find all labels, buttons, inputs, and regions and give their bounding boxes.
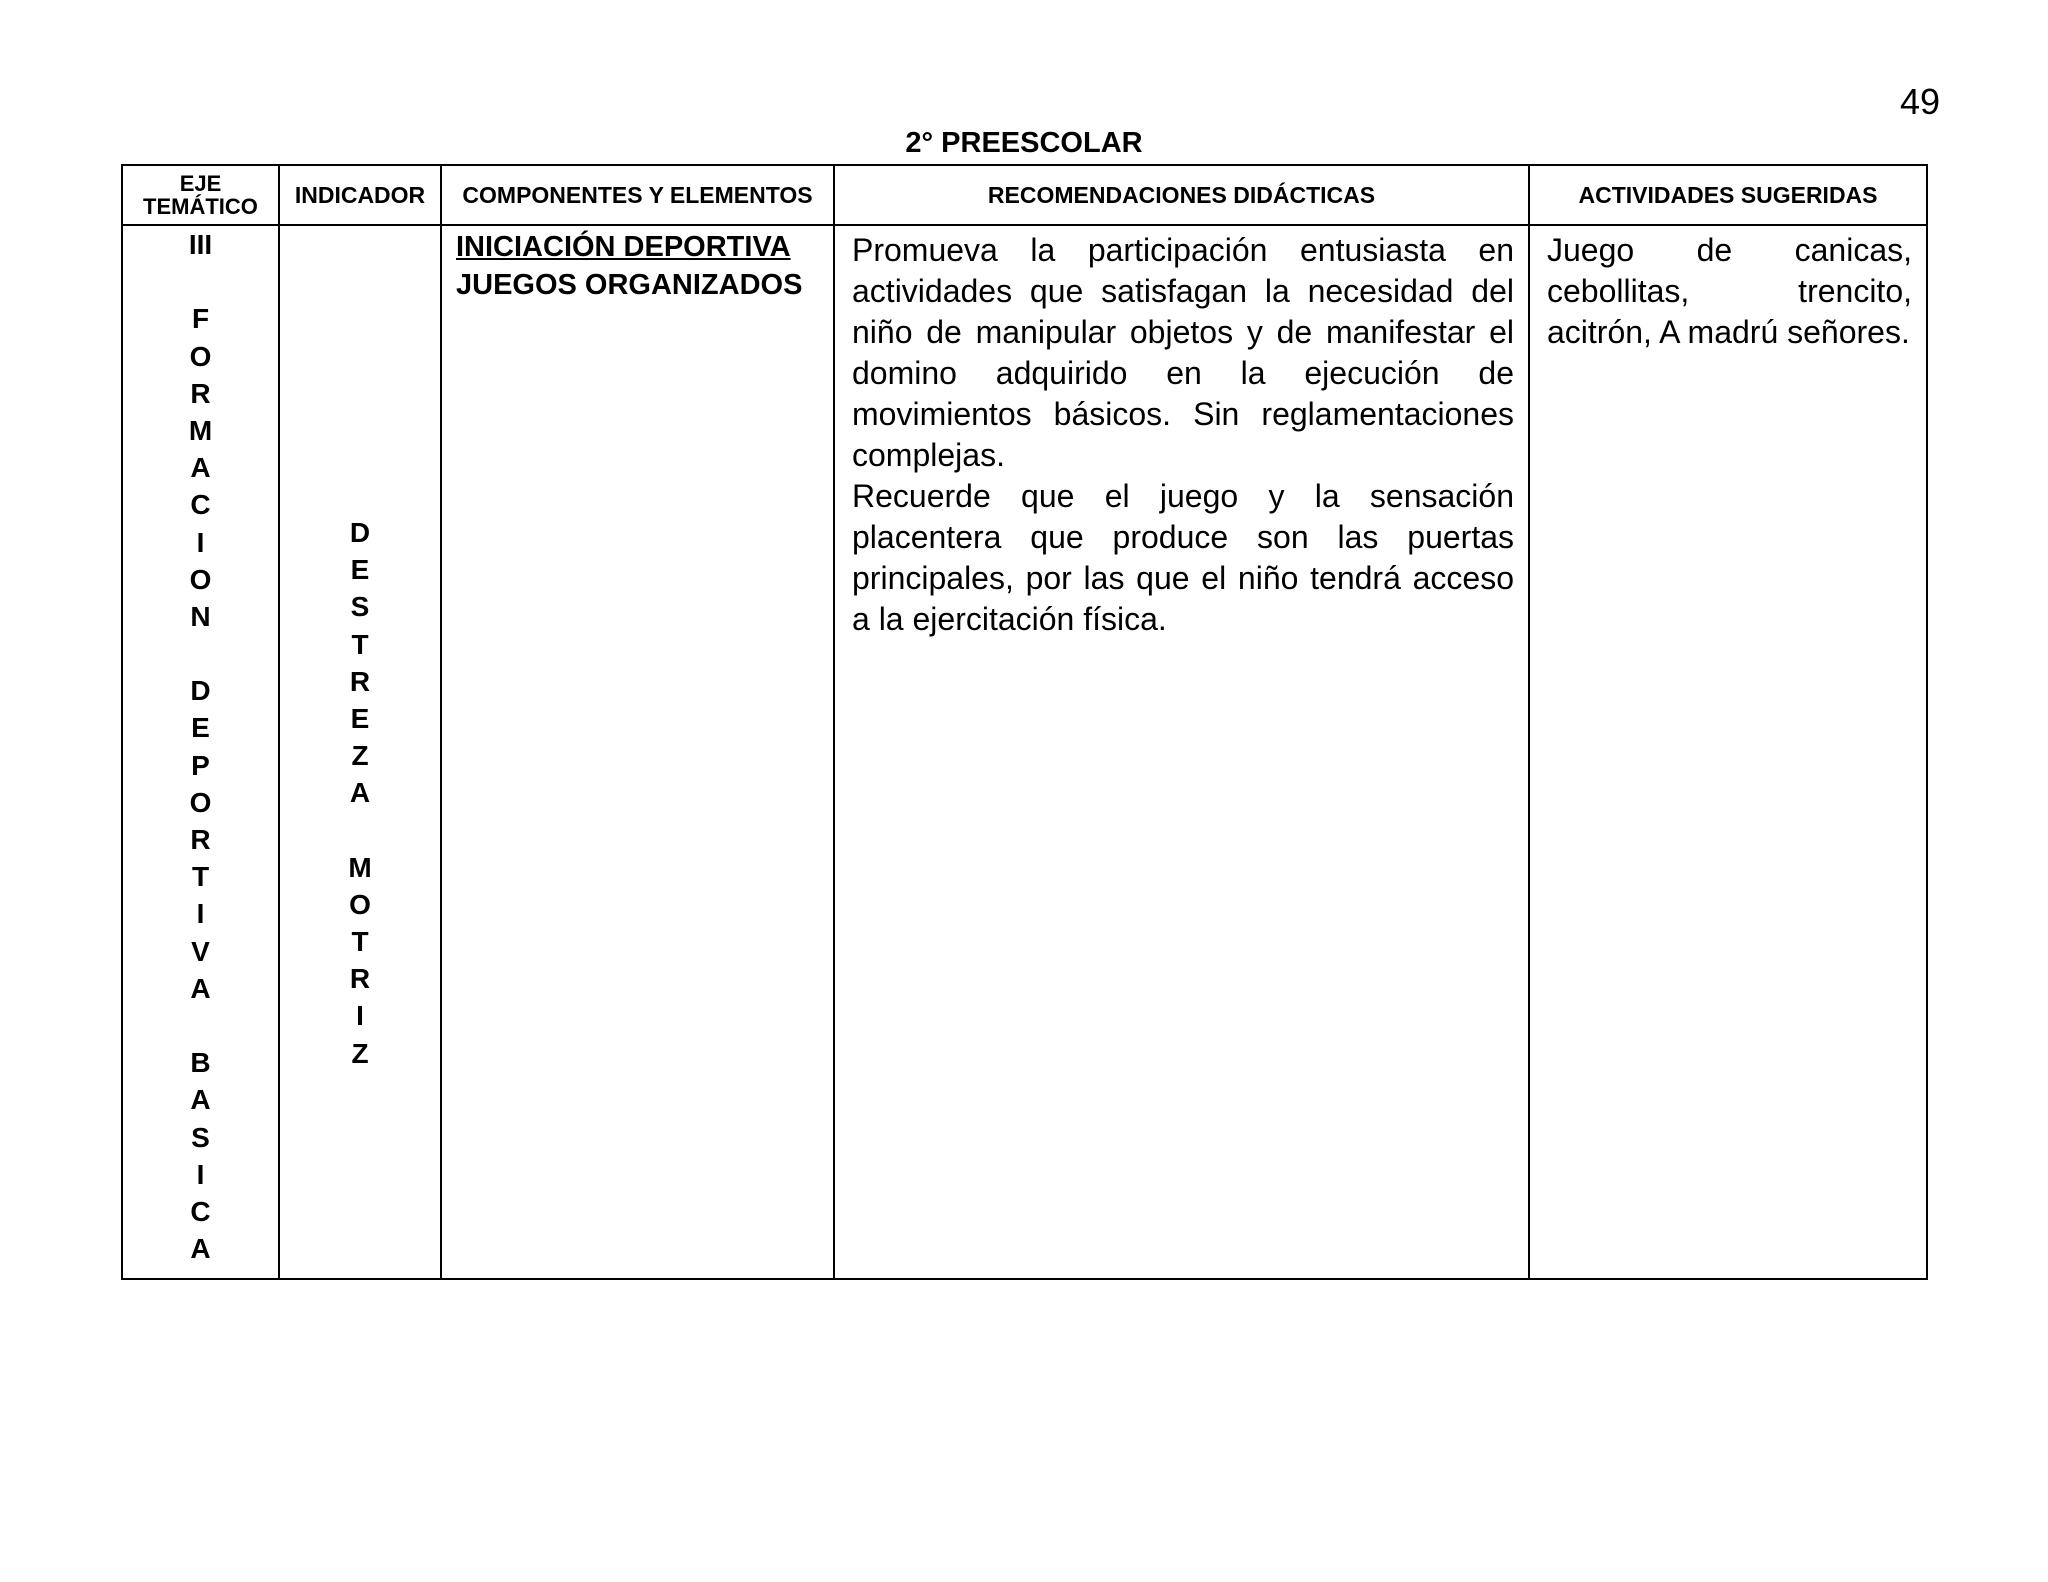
eje-letter — [123, 263, 278, 300]
eje-letter: A — [190, 1084, 211, 1116]
indicador-letter: R — [349, 963, 371, 995]
eje-letter: M — [188, 414, 213, 446]
eje-letter: B — [190, 1047, 211, 1079]
actividades-cell — [1529, 225, 1927, 1279]
eje-letter: A — [190, 452, 211, 484]
eje-letter — [123, 1007, 278, 1044]
header-componentes: COMPONENTES Y ELEMENTOS — [441, 165, 834, 225]
header-recomendaciones: RECOMENDACIONES DIDÁCTICAS — [834, 165, 1529, 225]
recomendacion-paragraph: Promueva la participación entusiasta en actividades que satisfagan la necesidad del niño de manipular objetos y de manifestar el domino adquirido en la ejecución de movimientos básicos. Sin reglamentaciones complejas. — [852, 232, 1514, 473]
curriculum-table — [121, 164, 1928, 1280]
eje-letter: F — [191, 303, 210, 335]
indicador-letter: E — [350, 702, 370, 734]
eje-tematico-vertical-text — [123, 226, 278, 1267]
eje-letter: R — [190, 377, 211, 409]
indicador-letter: D — [349, 517, 371, 548]
componente-subtitle: JUEGOS ORGANIZADOS — [456, 269, 803, 301]
table-row — [122, 225, 1927, 1279]
indicador-letter: S — [350, 591, 370, 623]
indicador-letter: A — [349, 777, 371, 809]
header-indicador: INDICADOR — [279, 165, 441, 225]
header-eje-tematico — [122, 165, 279, 225]
eje-letter: T — [191, 861, 210, 893]
eje-letter: O — [189, 786, 212, 818]
table-header-row — [122, 165, 1927, 225]
eje-letter: C — [190, 489, 211, 521]
eje-letter: A — [190, 972, 211, 1004]
page-number: 49 — [1899, 81, 1940, 122]
indicador-letter — [280, 812, 440, 849]
indicador-letter: Z — [351, 740, 369, 772]
eje-letter: N — [190, 600, 211, 632]
header-eje-line2: TEMÁTICO — [143, 194, 258, 219]
eje-letter: P — [191, 749, 210, 781]
eje-letter: III — [188, 229, 213, 260]
indicador-vertical-text — [280, 514, 440, 1072]
eje-letter: I — [196, 1158, 205, 1190]
recomendacion-paragraph: Recuerde que el juego y la sensación placentera que produce son las puertas principales, por las que el niño tendrá acceso a la ejercitación física. — [852, 478, 1514, 637]
header-eje-line1: EJE — [179, 171, 222, 196]
indicador-cell — [279, 225, 441, 1279]
indicador-letter: Z — [351, 1037, 369, 1069]
recomendaciones-cell — [834, 225, 1529, 1279]
eje-tematico-cell — [122, 225, 279, 1279]
indicador-letter: I — [356, 1000, 364, 1032]
eje-letter: R — [190, 824, 211, 855]
page-title: 2° PREESCOLAR — [905, 127, 1143, 159]
indicador-letter: T — [351, 926, 369, 958]
componente-title: INICIACIÓN DEPORTIVA — [456, 231, 791, 263]
eje-letter: V — [191, 935, 210, 967]
eje-letter: D — [190, 675, 211, 707]
indicador-letter: T — [351, 628, 369, 660]
eje-letter: O — [189, 340, 212, 372]
eje-letter — [123, 635, 278, 672]
eje-letter: C — [190, 1195, 211, 1227]
indicador-letter: M — [348, 851, 372, 883]
indicador-letter: R — [349, 665, 371, 697]
componentes-cell — [441, 225, 834, 1279]
actividades-text: Juego de canicas, cebollitas, trencito, acitrón, A madrú señores. — [1547, 232, 1912, 350]
eje-letter: S — [191, 1121, 210, 1153]
indicador-letter: O — [349, 888, 371, 920]
eje-letter: E — [191, 712, 210, 744]
indicador-letter: E — [350, 554, 370, 586]
header-actividades: ACTIVIDADES SUGERIDAS — [1529, 165, 1927, 225]
eje-letter: O — [189, 563, 212, 595]
eje-letter: I — [196, 526, 205, 558]
eje-letter: I — [196, 898, 205, 930]
eje-letter: A — [190, 1233, 211, 1265]
